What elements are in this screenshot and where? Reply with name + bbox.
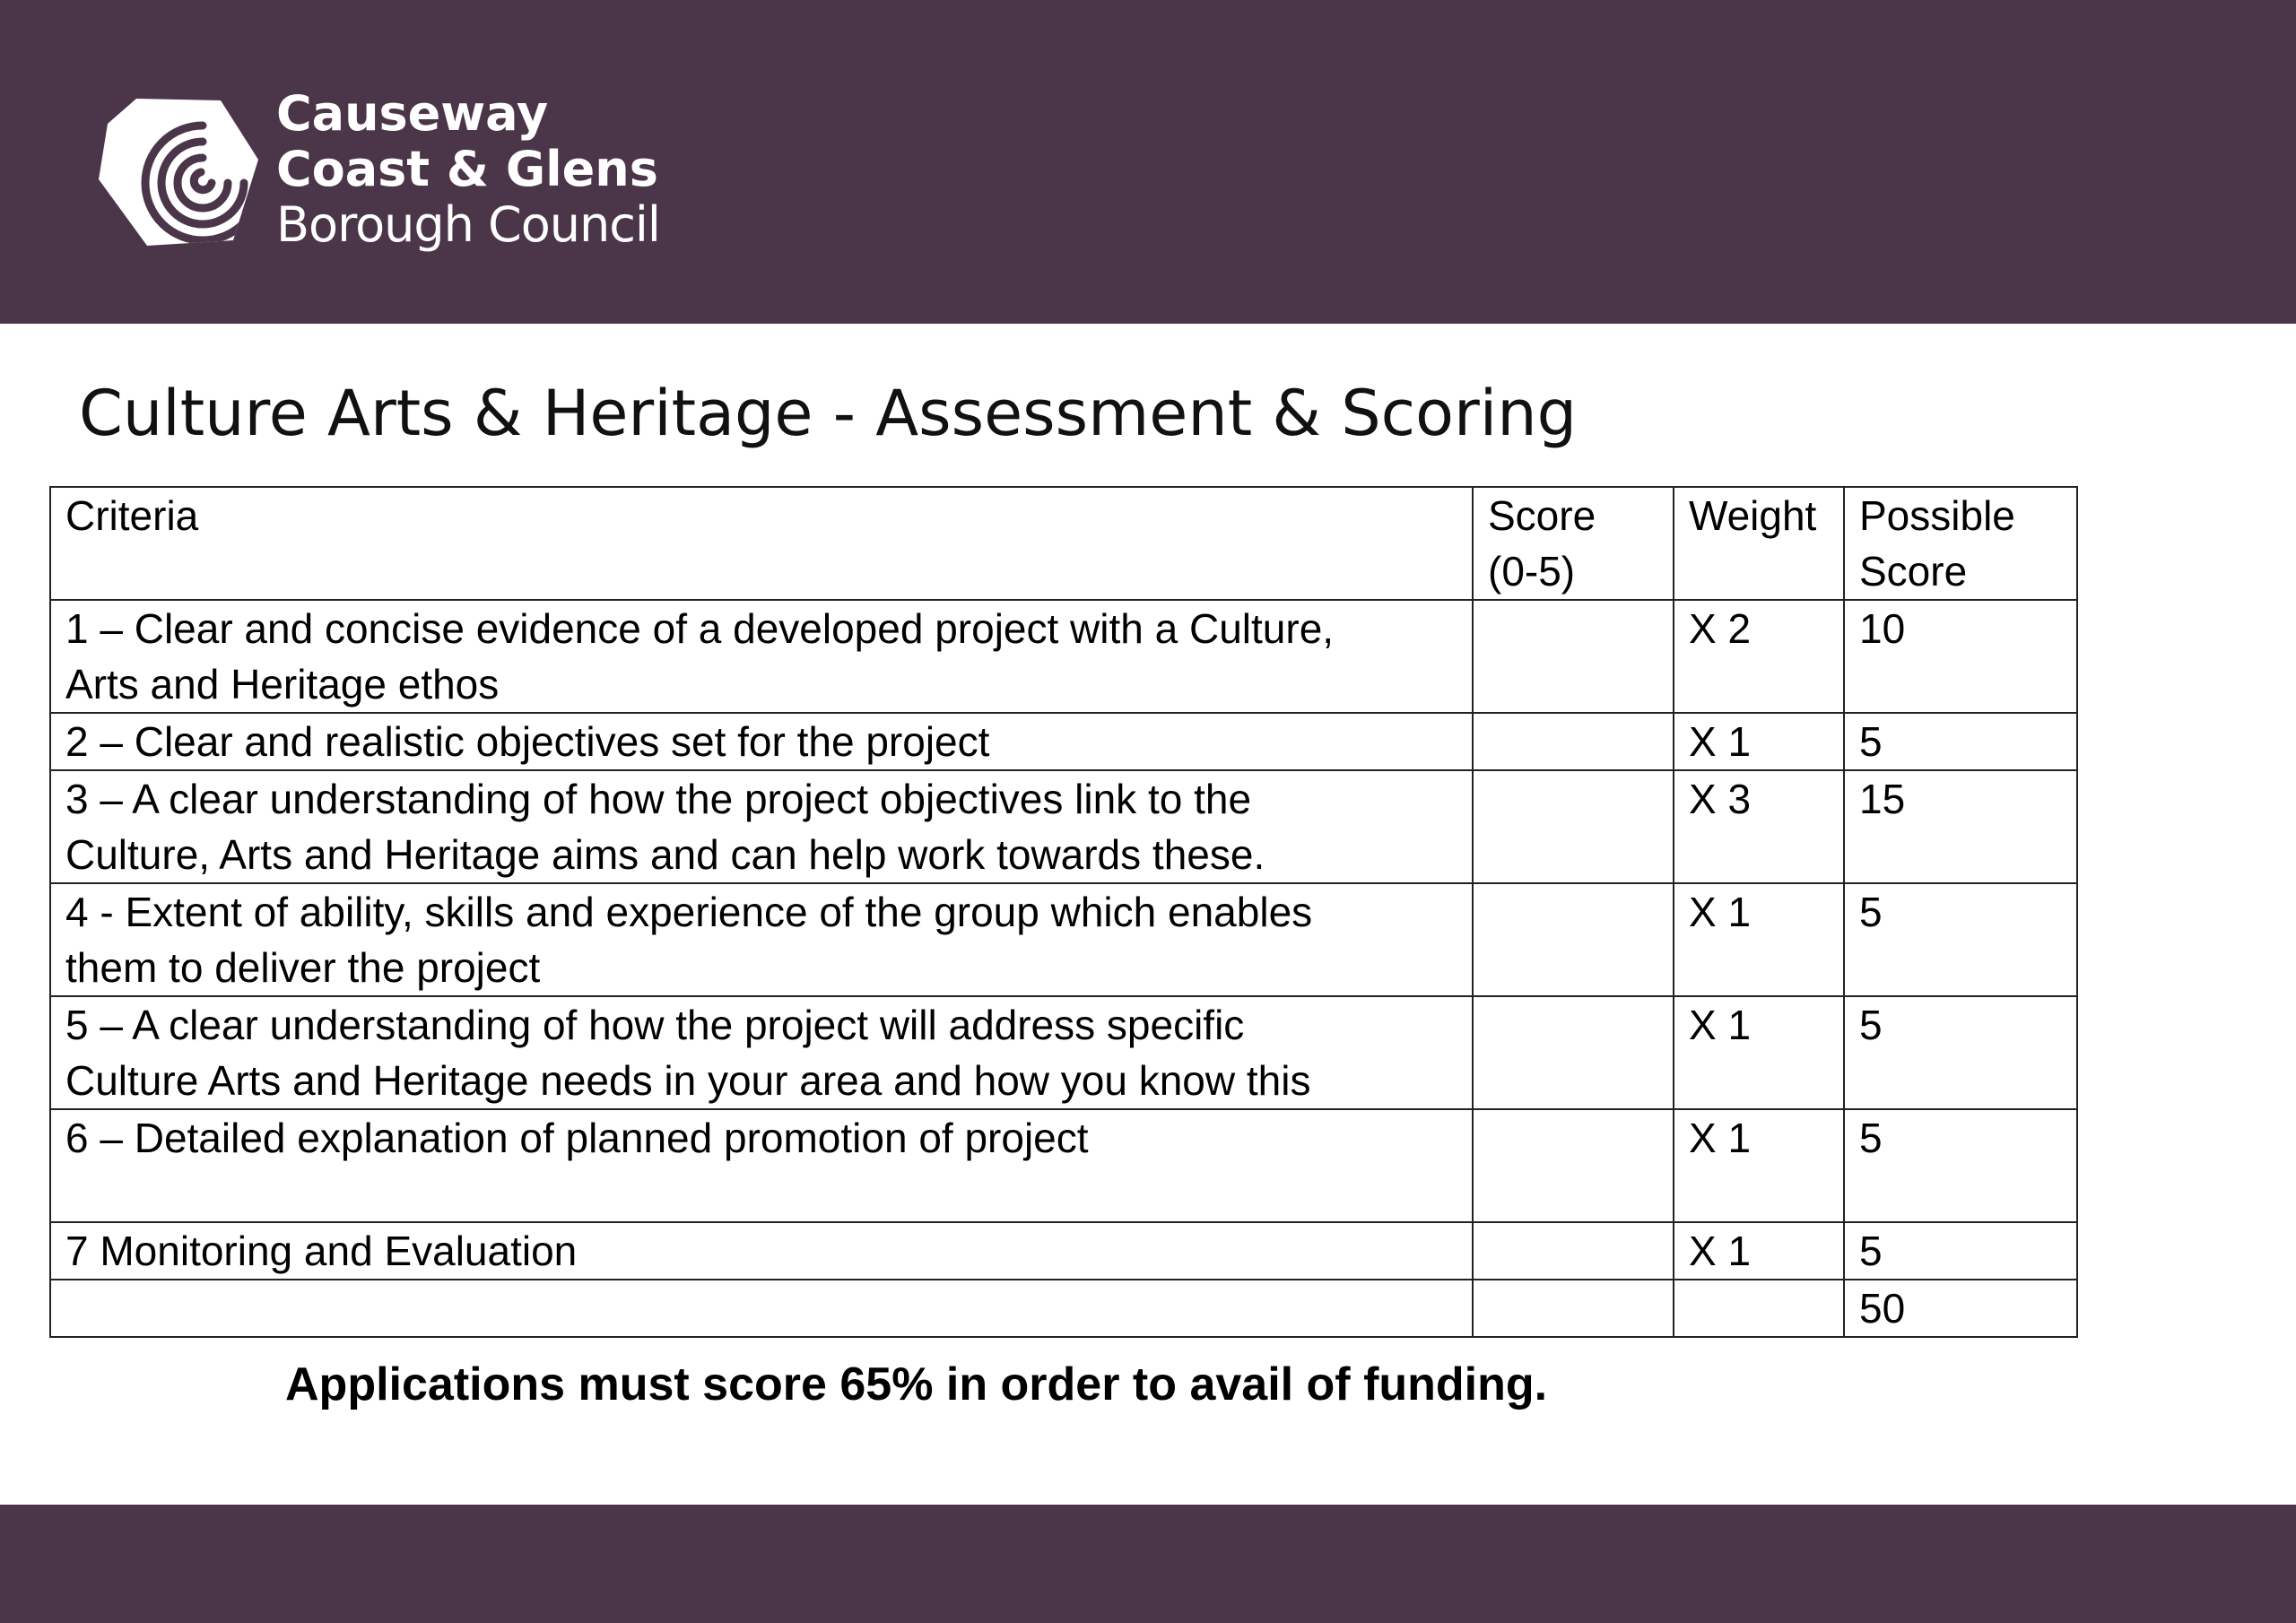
criteria-line1: 2 – Clear and realistic objectives set for the project — [65, 718, 990, 765]
criteria-cell — [50, 1109, 1473, 1222]
possible-score-cell: 10 — [1844, 600, 2077, 713]
criteria-line1: 7 Monitoring and Evaluation — [65, 1228, 578, 1274]
council-logo-icon — [97, 97, 260, 247]
weight-cell: X 2 — [1674, 600, 1844, 713]
header-score — [1473, 487, 1674, 600]
criteria-line2: Culture Arts and Heritage needs in your area and how you know this — [65, 1057, 1311, 1104]
criteria-line1: 4 - Extent of ability, skills and experience of the group which enables — [65, 889, 1313, 935]
weight-cell: X 1 — [1674, 883, 1844, 996]
score-cell — [1473, 713, 1674, 770]
council-name — [276, 86, 660, 253]
header-possible-line1: Possible — [1859, 492, 2015, 539]
header-criteria — [50, 487, 1473, 600]
criteria-cell — [50, 713, 1473, 770]
score-cell — [1473, 1222, 1674, 1280]
criteria-cell — [50, 996, 1473, 1109]
header-criteria-label: Criteria — [65, 492, 199, 539]
table-row — [50, 600, 2077, 713]
table-header-row — [50, 487, 2077, 600]
criteria-line1: 3 – A clear understanding of how the project objectives link to the — [65, 776, 1252, 822]
criteria-line1: 5 – A clear understanding of how the project will address specific — [65, 1002, 1245, 1048]
footer-band — [0, 1505, 2296, 1623]
weight-cell: X 3 — [1674, 770, 1844, 883]
table-row — [50, 1222, 2077, 1280]
table-row — [50, 1109, 2077, 1222]
possible-score-cell: 5 — [1844, 1222, 2077, 1280]
header-possible-line2: Score — [1859, 548, 1968, 595]
criteria-line2: them to deliver the project — [65, 944, 541, 991]
possible-score-cell: 15 — [1844, 770, 2077, 883]
possible-score-cell: 5 — [1844, 996, 2077, 1109]
table-row — [50, 883, 2077, 996]
header-score-line2: (0-5) — [1488, 548, 1576, 595]
weight-cell: X 1 — [1674, 1109, 1844, 1222]
criteria-line1: 1 – Clear and concise evidence of a developed project with a Culture, — [65, 605, 1335, 652]
score-cell — [1473, 1109, 1674, 1222]
table-row — [50, 996, 2077, 1109]
score-cell — [1473, 996, 1674, 1109]
table-total-row — [50, 1280, 2077, 1337]
total-weight-cell — [1674, 1280, 1844, 1337]
table-row — [50, 713, 2077, 770]
possible-score-cell: 5 — [1844, 883, 2077, 996]
criteria-cell — [50, 770, 1473, 883]
total-criteria-cell — [50, 1280, 1473, 1337]
criteria-cell — [50, 1222, 1473, 1280]
criteria-cell — [50, 600, 1473, 713]
criteria-cell — [50, 883, 1473, 996]
logo-line-causeway: Causeway — [276, 85, 549, 142]
score-cell — [1473, 883, 1674, 996]
scoring-table — [49, 486, 2078, 1338]
weight-cell: X 1 — [1674, 1222, 1844, 1280]
criteria-line2: Culture, Arts and Heritage aims and can help work towards these. — [65, 831, 1265, 878]
weight-cell: X 1 — [1674, 996, 1844, 1109]
header-possible-score — [1844, 487, 2077, 600]
page-title: Culture Arts & Heritage - Assessment & Scoring — [79, 377, 1578, 450]
logo-line-coast-glens: Coast & Glens — [276, 141, 658, 197]
table-row — [50, 770, 2077, 883]
header-score-line1: Score — [1488, 492, 1596, 539]
score-cell — [1473, 770, 1674, 883]
total-possible-score-cell: 50 — [1844, 1280, 2077, 1337]
logo-line-borough-council: Borough Council — [276, 196, 660, 253]
score-cell — [1473, 600, 1674, 713]
header-weight-label: Weight — [1689, 492, 1817, 539]
criteria-line1: 6 – Detailed explanation of planned promotion of project — [65, 1115, 1089, 1161]
funding-threshold-note: Applications must score 65% in order to avail of funding. — [285, 1358, 1548, 1410]
weight-cell: X 1 — [1674, 713, 1844, 770]
possible-score-cell: 5 — [1844, 1109, 2077, 1222]
total-score-cell — [1473, 1280, 1674, 1337]
criteria-line2: Arts and Heritage ethos — [65, 661, 500, 707]
header-weight — [1674, 487, 1844, 600]
possible-score-cell: 5 — [1844, 713, 2077, 770]
